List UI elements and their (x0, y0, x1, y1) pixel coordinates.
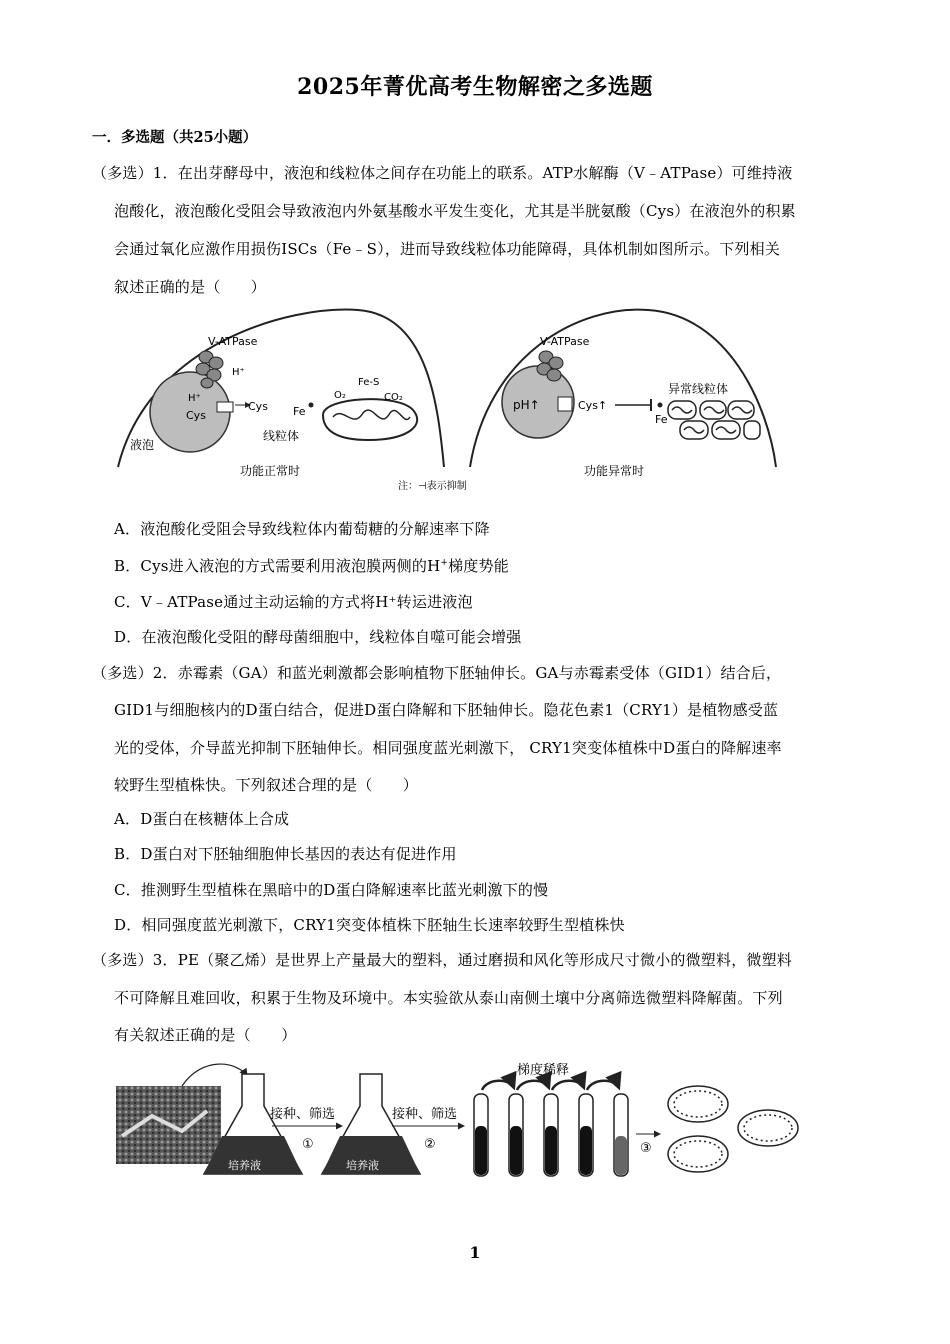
label-mitochondrion: 线粒体 (263, 429, 300, 443)
test-tubes (474, 1081, 628, 1176)
q2-option-b: B．D蛋白对下胚轴细胞伸长基因的表达有促进作用 (114, 845, 457, 863)
label-o2: O₂ (334, 390, 346, 401)
mitochondrion-shape (323, 399, 417, 440)
label-num-1: ① (302, 1137, 314, 1152)
q3-line-3: 有关叙述正确的是（ ） (114, 1026, 297, 1044)
label-vacuole: 液泡 (130, 438, 155, 452)
q2-option-a: A．D蛋白在核糖体上合成 (114, 810, 290, 828)
label-cys-in: Cys (186, 409, 206, 422)
section-heading: 一．多选题（共25小题） (92, 129, 258, 146)
label-vatpase-right: V-ATPase (540, 335, 590, 348)
abnormal-mitochondria (668, 401, 760, 439)
label-step-2: 接种、筛选 (392, 1107, 458, 1122)
label-cys-out: Cys (248, 400, 268, 413)
label-fes: Fe-S (358, 377, 380, 388)
q2-line-3: 光的受体，介导蓝光抑制下胚轴伸长。相同强度蓝光刺激下， CRY1突变体植株中D蛋白的降解速率 (114, 739, 782, 757)
label-num-3: ③ (640, 1141, 652, 1156)
q1-option-d: D．在液泡酸化受阻的酵母菌细胞中，线粒体自噬可能会增强 (114, 628, 522, 646)
label-step-1: 接种、筛选 (270, 1107, 336, 1122)
label-abnormal-state: 功能异常时 (584, 464, 645, 478)
label-fe-right: Fe (655, 413, 668, 426)
q2-option-c: C．推测野生型植株在黑暗中的D蛋白降解速率比蓝光刺激下的慢 (114, 881, 549, 899)
label-normal-state: 功能正常时 (240, 464, 301, 478)
label-fe-left: Fe (293, 405, 306, 418)
petri-dishes (668, 1086, 798, 1172)
q3-line-2: 不可降解且难回收，积累于生物及环境中。本实验欲从泰山南侧土壤中分离筛选微塑料降解菌。下列 (114, 989, 783, 1007)
cys-transporter-right (558, 397, 572, 411)
cys-transporter-left (217, 402, 233, 412)
q1-line-4: 叙述正确的是（ ） (114, 278, 267, 296)
label-ph-up: pH↑ (513, 398, 540, 412)
q3-figure (112, 1056, 812, 1186)
page-title: 2025年菁优高考生物解密之多选题 (297, 74, 653, 100)
label-hplus-out: H⁺ (232, 367, 245, 378)
label-medium-1: 培养液 (228, 1159, 261, 1172)
q2-line-4: 较野生型植株快。下列叙述合理的是（ ） (114, 776, 419, 794)
q1-option-b: B．Cys进入液泡的方式需要利用液泡膜两侧的H+梯度势能 (114, 557, 509, 575)
label-cys-up: Cys↑ (578, 399, 608, 412)
q2-line-2: GID1与细胞核内的D蛋白结合，促进D蛋白降解和下胚轴伸长。隐花色素1（CRY1）是植物感受蓝 (114, 701, 779, 719)
page-number: 1 (469, 1243, 481, 1262)
label-hplus-in: H⁺ (188, 393, 201, 404)
label-medium-2: 培养液 (346, 1159, 379, 1172)
label-abnormal-mito: 异常线粒体 (668, 382, 729, 396)
label-co2: CO₂ (384, 392, 403, 403)
q1-line-1: （多选）1．在出芽酵母中，液泡和线粒体之间存在功能上的联系。ATP水解酶（V﹣ATPase）可维持液 (92, 164, 793, 182)
q1-figure (108, 305, 788, 495)
label-dilution: 梯度稀释 (517, 1063, 570, 1078)
q1-line-2: 泡酸化，液泡酸化受阻会导致液泡内外氨基酸水平发生变化，尤其是半胱氨酸（Cys）在液泡外的积累 (114, 202, 796, 220)
figure-note: 注：⊣表示抑制 (398, 481, 467, 492)
q1-line-3: 会通过氧化应激作用损伤ISCs（Fe﹣S），进而导致线粒体功能障碍，具体机制如图所示。下列相关 (114, 240, 781, 258)
q1-option-a: A．液泡酸化受阻会导致线粒体内葡萄糖的分解速率下降 (114, 520, 490, 538)
q3-line-1: （多选）3．PE（聚乙烯）是世界上产量最大的塑料，通过磨损和风化等形成尺寸微小的微塑料，微塑料 (92, 951, 792, 969)
q2-option-d: D．相同强度蓝光刺激下，CRY1突变体植株下胚轴生长速率较野生型植株快 (114, 916, 625, 934)
q1-option-c: C．V﹣ATPase通过主动运输的方式将H⁺转运进液泡 (114, 593, 473, 611)
label-vatpase-left: V-ATPase (208, 335, 258, 348)
label-num-2: ② (424, 1137, 436, 1152)
q2-line-1: （多选）2．赤霉素（GA）和蓝光刺激都会影响植物下胚轴伸长。GA与赤霉素受体（GID1）结合后， (92, 664, 782, 682)
